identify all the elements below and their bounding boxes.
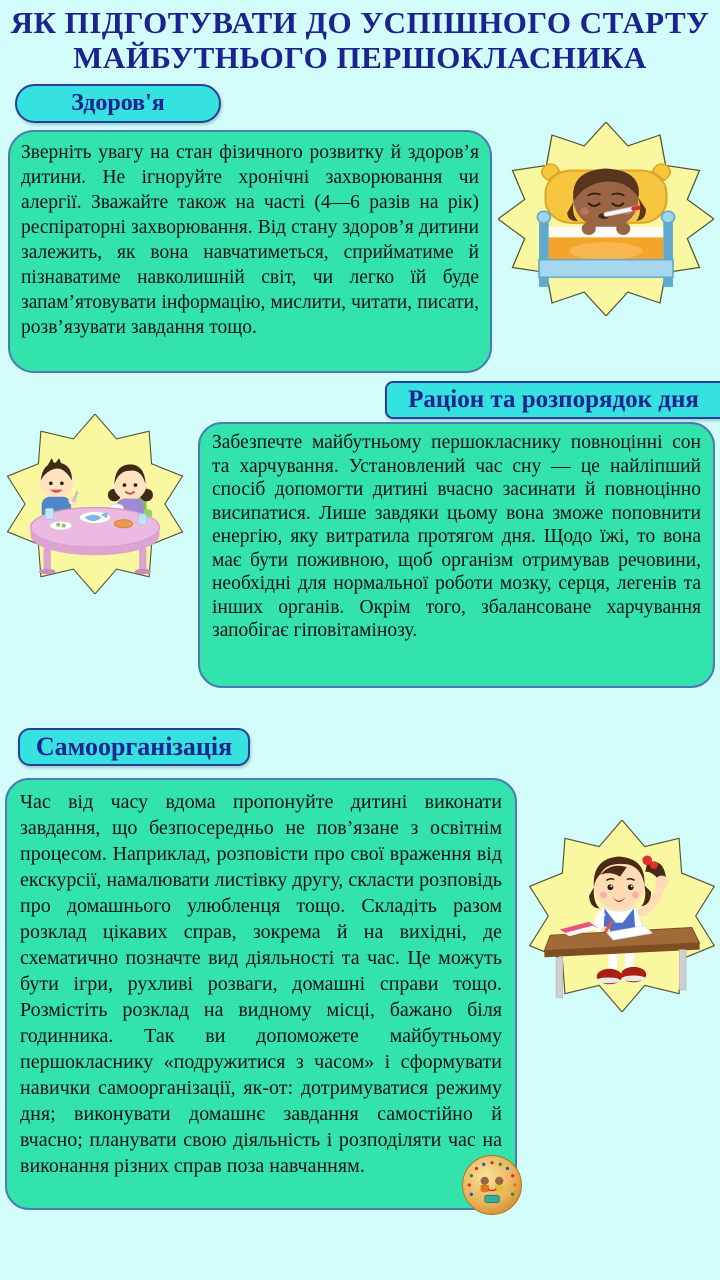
section-badge-selforg-label: Самоорганізація [35,732,233,761]
starburst-shape [8,414,183,594]
kids-logo-icon [461,1154,523,1216]
selforg-text: Час від часу вдома пропонуйте дитині виконати завдання, що безпосередньо не пов’язане з освітнім процесом. Наприклад, розповісти про свої враження від екскурсії, намалювати листівку другу, скласти розповідь про домашнього улюбленця тощо. Складіть разом розклад цікавих справ, зокрема й на вихідні, де схематично позначте вид діяльності та час. Це можуть бути ігри, рухливі розваги, домашні справи тощо. Розмістіть розклад на видному місці, бажано біля годинника. Так ви допоможете майбутньому першокласнику «подружитися з часом» і сформувати навички самоорганізації, як-от: дотримуватися режиму дня; виконувати домашнє завдання самостійно й вчасно; планувати свою діяльність і розподіляти час на виконання різних справ поза навчанням. [20,791,502,1177]
girl-at-desk-illustration [525,820,719,1012]
title-line-1: ЯК ПІДГОТУВАТИ ДО УСПІШНОГО СТАРТУ [10,5,710,40]
section-panel-selforg [5,778,517,1210]
starburst-ration [3,414,187,594]
page-title [0,5,720,75]
starburst-health [498,122,714,316]
section-badge-ration [385,381,720,419]
title-line-2: МАЙБУТНЬОГО ПЕРШОКЛАСНИКА [73,40,647,75]
sick-child-illustration [498,122,714,316]
ration-text: Забезпечте майбутньому першокласнику повноцінні сон та харчування. Установлений час сну — це найліпший спосіб допомогти дитині вчасно засинати й повноцінно висипатися. Лише завдяки цьому вона зможе поповнити енергію, яку витратила протягом дня. Щодо їжі, то вона має бути поживною, щоб організм отримував речовини, необхідні для нормальної роботи мозку, серця, легенів та інших органів. Окрім того, збалансоване харчування запобігає гіповітамінозу. [212,432,701,641]
children-eating-illustration [3,414,187,594]
section-badge-health-label: Здоров'я [71,90,165,116]
section-badge-health [15,84,221,123]
section-panel-ration [198,422,715,688]
kindergarten-logo-badge [461,1154,523,1216]
section-badge-ration-label: Раціон та розпорядок дня [408,386,699,413]
starburst-selforg [525,820,719,1012]
section-badge-selforg [18,728,250,766]
health-text: Зверніть увагу на стан фізичного розвитку й здоров’я дитини. Не ігноруйте хронічні захворювання чи алергії. Зважайте також на часті (4—6 разів на рік) респіраторні захворювання. Від стану здоров’я дитини залежить, як вона навчатиметься, сприйматиме й пізнаватиме навколишній світ, чи легко їй буде запам’ятовувати інформацію, мислити, читати, писати, розв’язувати завдання тощо. [21,142,479,338]
section-panel-health [8,130,492,373]
